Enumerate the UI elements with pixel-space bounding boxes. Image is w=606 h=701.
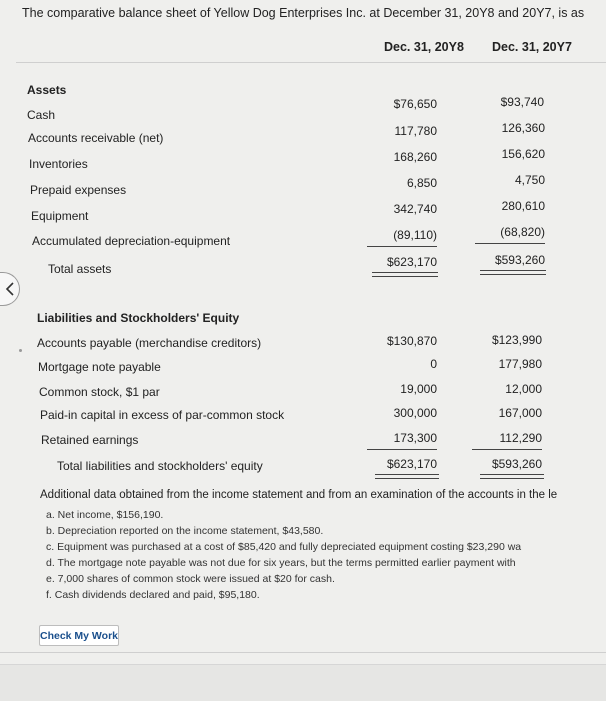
additional-item-f: f. Cash dividends declared and paid, $95,180. — [46, 589, 260, 601]
total-assets-label: Total assets — [48, 262, 112, 276]
equity-value-retained-earnings-20y7: 112,290 — [472, 431, 542, 450]
total-assets-20y8: $623,170 — [386, 255, 437, 269]
asset-label-receivable: Accounts receivable (net) — [28, 131, 164, 145]
asset-value-receivable-20y8: 117,780 — [394, 124, 437, 138]
asset-label-prepaid: Prepaid expenses — [30, 183, 127, 197]
column-header-20y8: Dec. 31, 20Y8 — [384, 40, 464, 54]
asset-label-inventories: Inventories — [29, 157, 88, 171]
additional-data-intro: Additional data obtained from the income statement and from an examination of the accounts in the le — [40, 489, 558, 501]
equity-label-retained-earnings: Retained earnings — [41, 433, 139, 447]
column-header-20y7: Dec. 31, 20Y7 — [492, 40, 572, 54]
asset-value-prepaid-20y8: 6,850 — [406, 176, 437, 190]
liability-value-accounts-payable-20y7: $123,990 — [491, 333, 542, 347]
liability-value-mortgage-20y8: 0 — [430, 357, 437, 371]
problem-title: The comparative balance sheet of Yellow Dog Enterprises Inc. at December 31, 20Y8 and 20Y7, is as — [22, 6, 585, 20]
equity-value-common-stock-20y7: 12,000 — [505, 382, 542, 396]
additional-item-b: b. Depreciation reported on the income statement, $43,580. — [46, 525, 324, 537]
footer-divider — [0, 652, 606, 653]
liability-label-accounts-payable: Accounts payable (merchandise creditors) — [37, 336, 262, 350]
additional-item-a: a. Net income, $156,190. — [46, 509, 164, 521]
asset-value-inventories-20y7: 156,620 — [501, 147, 545, 161]
equity-value-paid-in-capital-20y7: 167,000 — [498, 406, 542, 420]
assets-heading: Assets — [27, 83, 67, 97]
asset-value-inventories-20y8: 168,260 — [393, 150, 437, 164]
asset-value-receivable-20y7: 126,360 — [501, 121, 545, 135]
asset-label-equipment: Equipment — [31, 209, 89, 223]
asset-value-prepaid-20y7: 4,750 — [514, 173, 545, 187]
liabilities-heading: Liabilities and Stockholders' Equity — [37, 311, 240, 325]
equity-value-paid-in-capital-20y8: 300,000 — [393, 406, 437, 420]
asset-value-accum-depreciation-20y7: (68,820) — [475, 225, 545, 244]
header-divider — [16, 62, 606, 63]
equity-label-common-stock: Common stock, $1 par — [39, 385, 160, 399]
additional-item-e: e. 7,000 shares of common stock were issued at $20 for cash. — [46, 573, 335, 585]
total-assets-20y7: $593,260 — [494, 253, 545, 267]
asset-value-equipment-20y8: 342,740 — [393, 202, 437, 216]
total-liabilities-equity-label: Total liabilities and stockholders' equity — [57, 459, 263, 473]
footer-bar — [0, 664, 606, 701]
liability-value-mortgage-20y7: 177,980 — [498, 357, 542, 371]
equity-value-common-stock-20y8: 19,000 — [400, 382, 437, 396]
total-liabilities-equity-20y8: $623,170 — [386, 457, 437, 471]
asset-value-cash-20y8: $76,650 — [393, 97, 437, 111]
back-button[interactable] — [0, 272, 20, 306]
additional-item-c: c. Equipment was purchased at a cost of $85,420 and fully depreciated equipment costing $23,290 wa — [46, 541, 522, 553]
equity-label-paid-in-capital: Paid-in capital in excess of par-common stock — [40, 408, 285, 422]
liability-value-accounts-payable-20y8: $130,870 — [386, 334, 437, 348]
check-my-work-button[interactable]: Check My Work — [39, 625, 119, 646]
total-liabilities-double-rule-20y8 — [375, 474, 439, 479]
total-assets-double-rule-20y8 — [372, 272, 438, 277]
asset-value-cash-20y7: $93,740 — [500, 95, 544, 109]
liability-label-mortgage: Mortgage note payable — [38, 360, 161, 374]
asset-value-accum-depreciation-20y8: (89,110) — [367, 228, 437, 247]
chevron-left-icon — [5, 282, 15, 296]
equity-value-retained-earnings-20y8: 173,300 — [367, 431, 437, 450]
total-liabilities-equity-20y7: $593,260 — [491, 457, 542, 471]
total-liabilities-double-rule-20y7 — [480, 474, 544, 479]
asset-label-accum-depreciation: Accumulated depreciation-equipment — [32, 234, 231, 248]
marker-dot — [19, 349, 22, 352]
additional-item-d: d. The mortgage note payable was not due for six years, but the terms permitted earlier payment with — [46, 557, 516, 569]
asset-label-cash: Cash — [27, 108, 56, 122]
asset-value-equipment-20y7: 280,610 — [501, 199, 545, 213]
total-assets-double-rule-20y7 — [480, 270, 546, 275]
